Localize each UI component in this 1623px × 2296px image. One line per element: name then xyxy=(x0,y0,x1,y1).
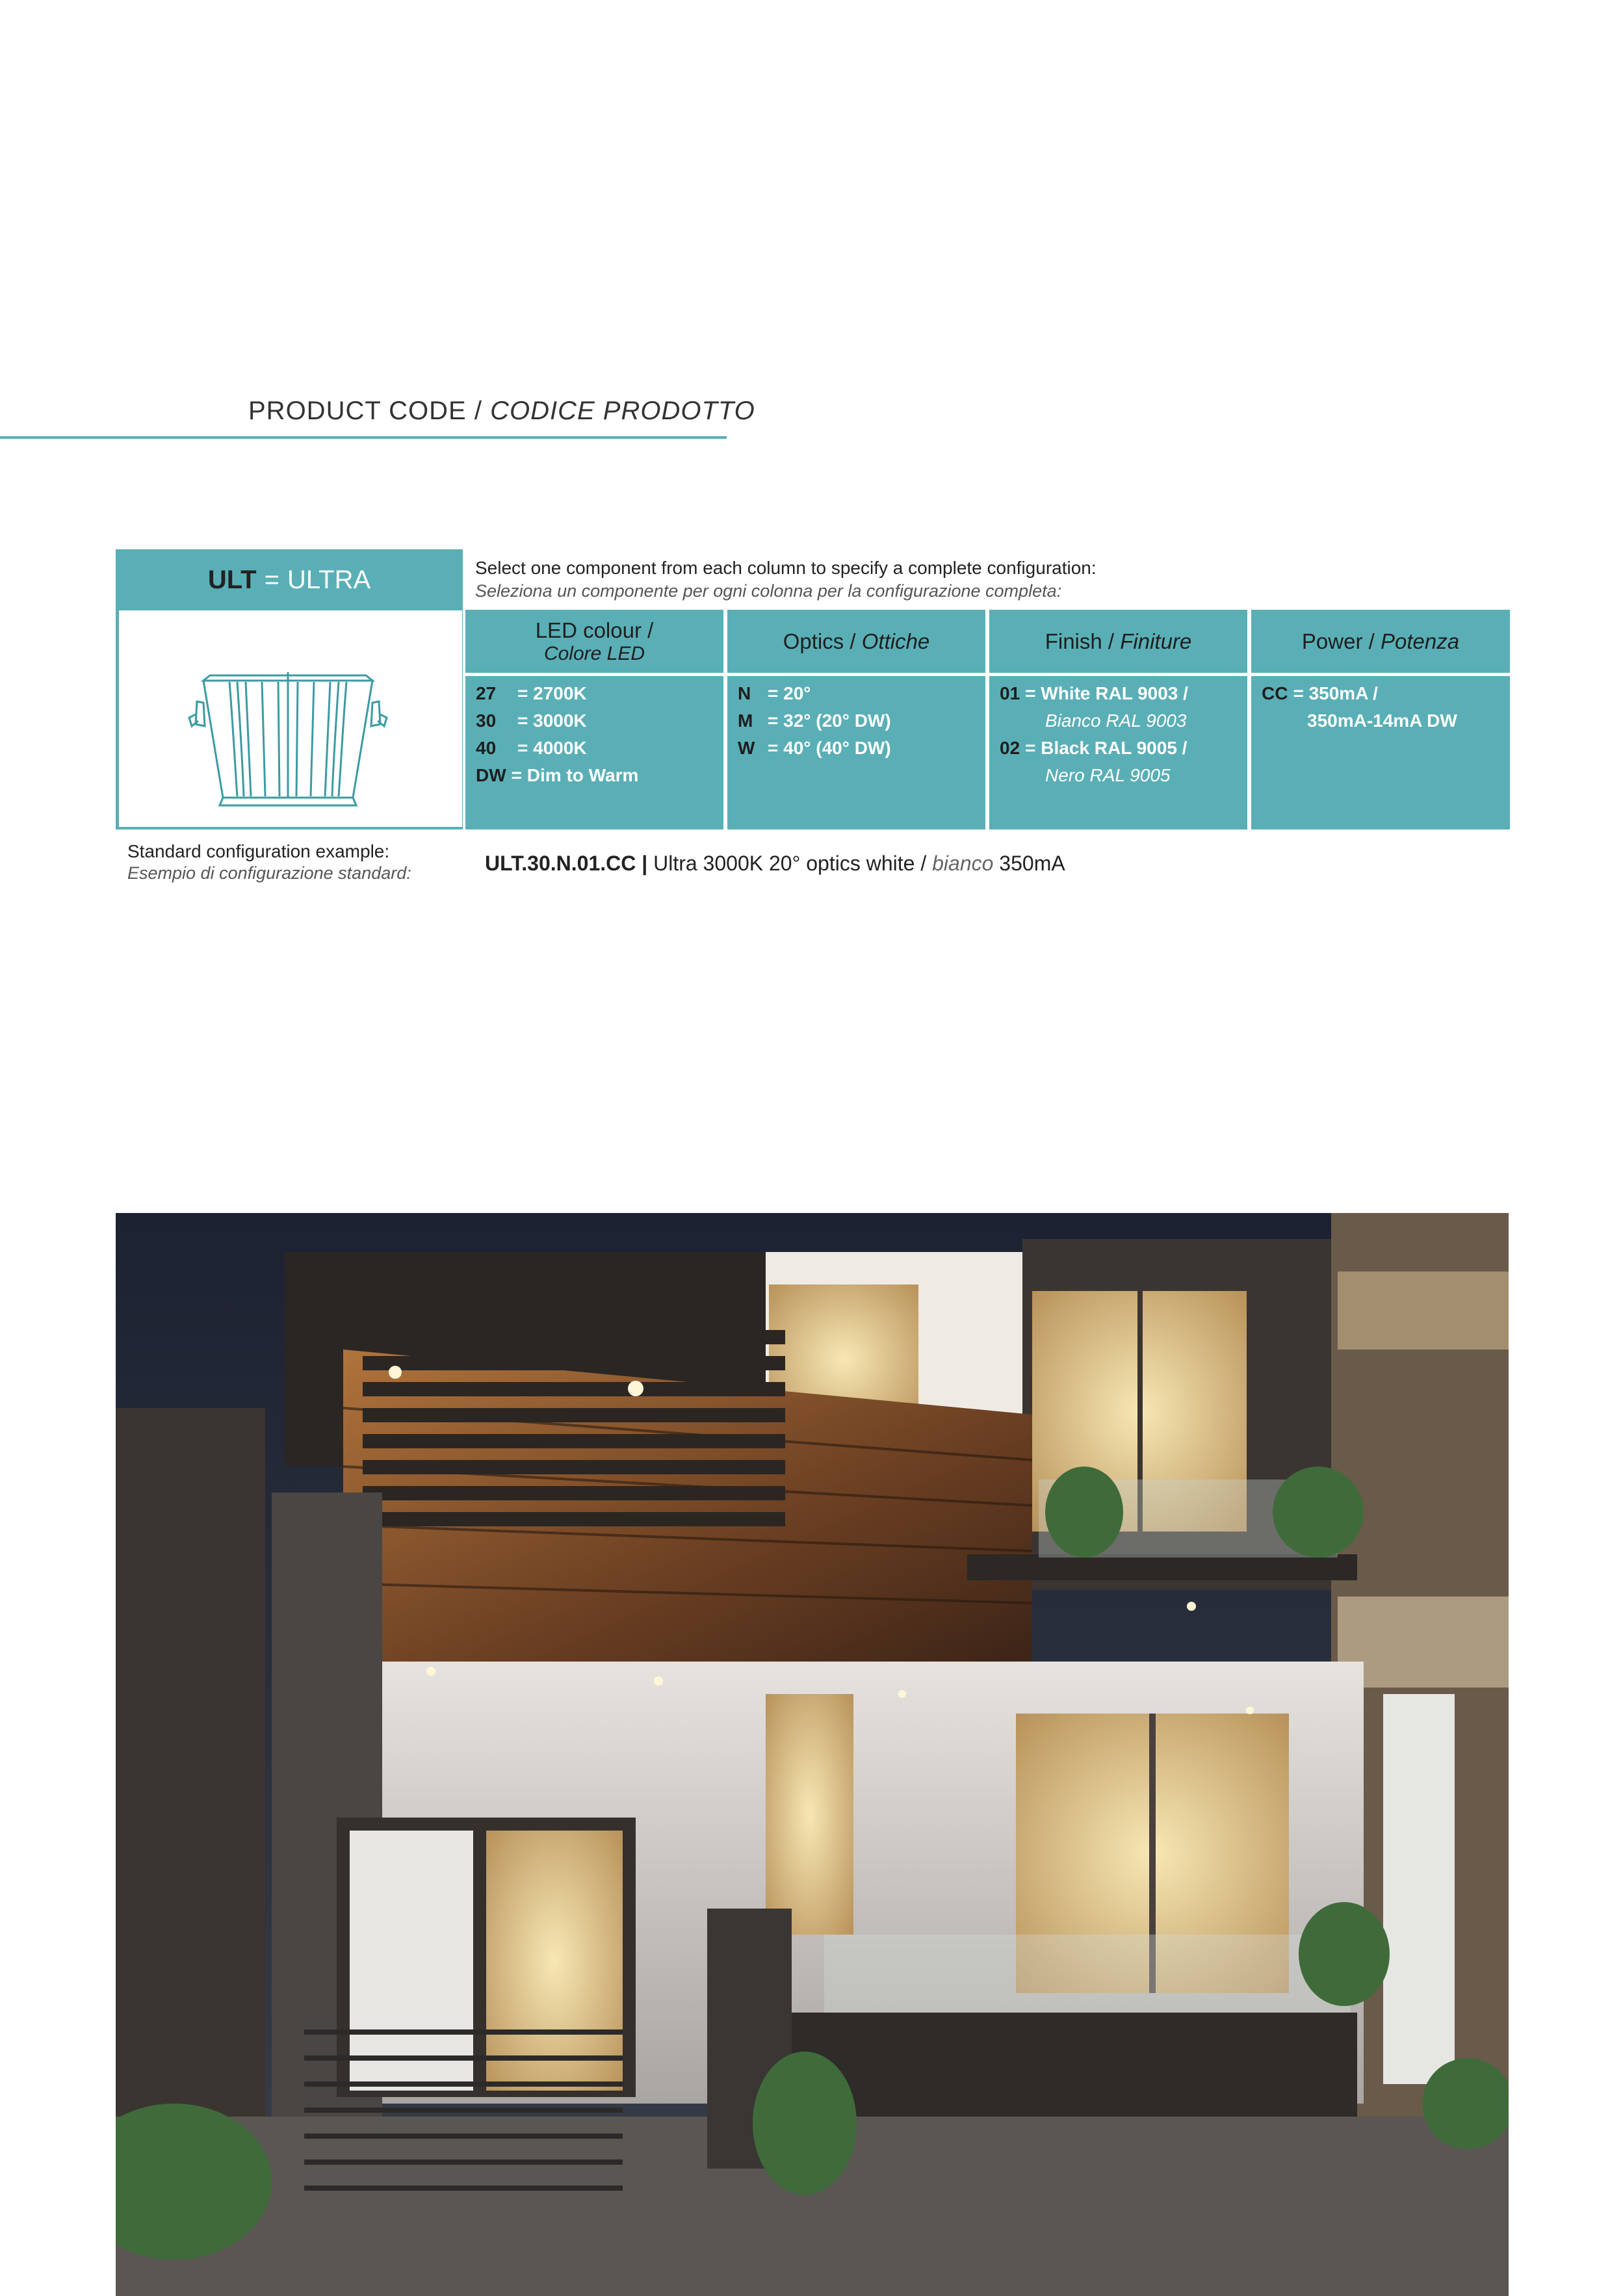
option-code: 27 xyxy=(476,683,497,703)
column-finish-options xyxy=(1000,680,1242,789)
option-code: W xyxy=(738,738,755,758)
option-value-2: 350mA-14mA DW xyxy=(1307,711,1457,731)
option-led-40 xyxy=(476,735,718,762)
example-label-en: Standard configuration example: xyxy=(127,841,390,861)
option-value: = Dim to Warm xyxy=(511,765,639,785)
product-image-box xyxy=(119,610,462,827)
option-value: = 40° (40° DW) xyxy=(768,738,891,758)
column-power xyxy=(1251,610,1510,829)
option-value-it: Nero RAL 9005 xyxy=(1045,765,1171,785)
option-power-cc xyxy=(1262,680,1505,707)
product-header xyxy=(116,549,463,610)
instruction-en: Select one component from each column to specify a complete configuration: xyxy=(475,558,1097,578)
option-led-dw xyxy=(476,762,718,789)
column-divider xyxy=(465,673,723,676)
column-power-options xyxy=(1262,680,1505,735)
option-finish-01 xyxy=(1000,680,1242,707)
example-pipe: | xyxy=(642,852,648,875)
option-code: 40 xyxy=(476,738,497,758)
column-power-title: Power / xyxy=(1301,629,1375,653)
option-code: 01 xyxy=(1000,683,1020,703)
option-code: CC xyxy=(1262,683,1288,703)
example-line xyxy=(485,852,1065,876)
house-facade-illustration xyxy=(116,1213,1509,2296)
option-value-it: Bianco RAL 9003 xyxy=(1045,711,1187,731)
column-finish-title: Finish / xyxy=(1045,629,1115,653)
option-code: 30 xyxy=(476,711,497,731)
option-value: = 32° (20° DW) xyxy=(768,711,891,731)
option-optics-m xyxy=(738,707,980,735)
example-label-it: Esempio di configurazione standard: xyxy=(127,863,411,883)
option-value: = White RAL 9003 / xyxy=(1025,683,1188,703)
option-code: 02 xyxy=(1000,738,1020,758)
section-divider xyxy=(0,436,727,439)
options-table xyxy=(465,610,1510,829)
option-value: = Black RAL 9005 / xyxy=(1025,738,1188,758)
option-value: = 350mA / xyxy=(1293,683,1378,703)
column-optics-title: Optics / xyxy=(783,629,856,653)
section-title-it: CODICE PRODOTTO xyxy=(490,397,755,425)
option-finish-02-it xyxy=(1000,762,1242,789)
option-led-27 xyxy=(476,680,718,707)
option-value: = 4000K xyxy=(517,738,587,758)
option-value: = 3000K xyxy=(517,711,587,731)
section-title-en: PRODUCT CODE xyxy=(248,397,467,425)
column-finish-header xyxy=(989,610,1247,673)
example-label xyxy=(127,841,411,883)
product-code: ULT xyxy=(207,565,257,594)
column-divider xyxy=(1251,673,1510,676)
column-led-colour-title-it: Colore LED xyxy=(543,642,645,664)
house-facade-photo xyxy=(116,1213,1509,2296)
option-code: M xyxy=(738,711,753,731)
column-led-colour-header xyxy=(465,610,723,673)
option-value: = 2700K xyxy=(517,683,587,703)
product-name: ULTRA xyxy=(287,565,371,594)
column-power-title-it: Potenza xyxy=(1380,629,1460,653)
option-code: DW xyxy=(476,765,506,785)
column-led-colour-options xyxy=(476,680,718,789)
section-title xyxy=(248,397,755,426)
column-finish-title-it: Finiture xyxy=(1120,629,1192,653)
section-title-separator: / xyxy=(474,397,482,425)
column-led-colour xyxy=(465,610,723,829)
column-divider xyxy=(727,673,985,676)
option-optics-w xyxy=(738,735,980,762)
example-description-end: 350mA xyxy=(999,852,1065,875)
option-finish-02 xyxy=(1000,735,1242,762)
column-power-header xyxy=(1251,610,1510,673)
instruction xyxy=(475,558,1097,601)
column-optics-options xyxy=(738,680,980,762)
option-led-30 xyxy=(476,707,718,735)
column-divider xyxy=(989,673,1247,676)
column-finish xyxy=(989,610,1247,829)
option-value: = 20° xyxy=(768,683,811,703)
column-optics xyxy=(727,610,985,829)
option-power-cc-line2 xyxy=(1262,707,1505,735)
example-description: Ultra 3000K 20° optics white / xyxy=(653,852,927,875)
instruction-it: Seleziona un componente per ogni colonna per la configurazione completa: xyxy=(475,581,1062,601)
option-optics-n xyxy=(738,680,980,707)
option-code: N xyxy=(738,683,751,703)
column-optics-header xyxy=(727,610,985,673)
example-description-it: bianco xyxy=(932,852,994,875)
product-equals: = xyxy=(264,565,279,594)
column-led-colour-title: LED colour / xyxy=(535,618,654,642)
product-box xyxy=(116,549,463,829)
column-optics-title-it: Ottiche xyxy=(861,629,930,653)
example-code: ULT.30.N.01.CC xyxy=(485,852,636,875)
downlight-drawing xyxy=(119,610,462,827)
option-finish-01-it xyxy=(1000,707,1242,735)
